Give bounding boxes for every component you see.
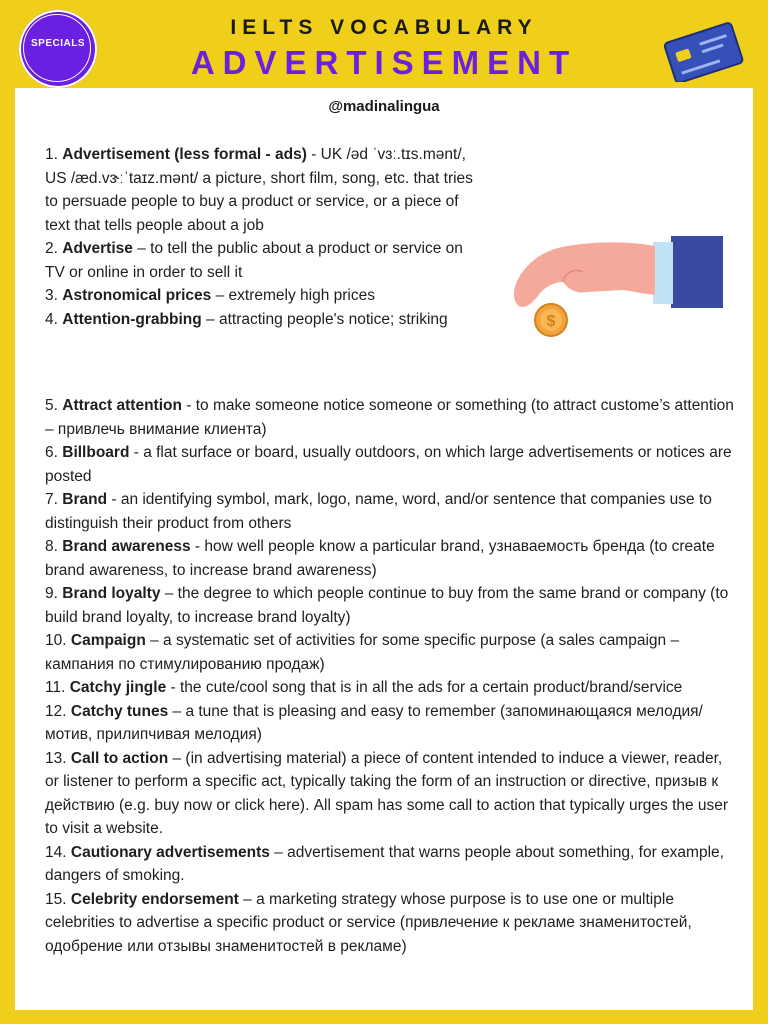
entry-number: 7. bbox=[45, 491, 58, 508]
entry-term: Brand bbox=[62, 491, 108, 508]
entry-term: Attention-grabbing bbox=[62, 310, 202, 328]
entry-number: 5. bbox=[45, 397, 58, 414]
vocab-entry bbox=[45, 441, 740, 488]
entry-term: Billboard bbox=[62, 444, 130, 461]
entry-term: Attract attention bbox=[62, 397, 182, 414]
vocab-entry bbox=[45, 237, 485, 284]
entry-definition: – advertisement that warns people about something, for example, dangers of smoking. bbox=[45, 843, 724, 884]
vocab-entry bbox=[45, 747, 740, 841]
entry-term: Call to action bbox=[70, 749, 169, 767]
entry-term: Catchy tunes bbox=[70, 702, 169, 720]
entry-term: Catchy jingle bbox=[69, 679, 167, 696]
entry-number: 10. bbox=[45, 632, 67, 649]
entry-term: Advertisement (less formal - ads) bbox=[62, 146, 307, 163]
entry-number: 13. bbox=[45, 749, 67, 767]
entry-term: Campaign bbox=[70, 632, 146, 649]
vocab-entry bbox=[45, 535, 740, 582]
entry-number: 11. bbox=[45, 679, 66, 696]
entry-number: 15. bbox=[45, 890, 67, 908]
entry-number: 1. bbox=[45, 146, 58, 163]
vocab-entry bbox=[45, 488, 740, 535]
entry-number: 4. bbox=[45, 310, 58, 328]
entry-definition: - UK /əd ˈvɜː.tɪs.mənt/, US /æd.vɝːˈtaɪz.mənt/ a picture, short film, song, etc. that tries to persuade people to buy a product or service, or a piece of text that tells people about a job bbox=[45, 146, 473, 234]
entry-definition: – to tell the public about a product or service on TV or online in order to sell it bbox=[45, 240, 463, 281]
entry-definition: - how well people know a particular brand, узнаваемость бренда (to create brand awareness, to increase brand awareness) bbox=[45, 538, 715, 579]
coin-dollar-symbol: $ bbox=[546, 313, 556, 330]
entry-term: Brand loyalty bbox=[62, 585, 161, 602]
entry-number: 9. bbox=[45, 585, 58, 602]
vocab-entry bbox=[45, 284, 485, 308]
vocab-entry bbox=[45, 676, 740, 700]
entry-number: 8. bbox=[45, 538, 58, 555]
entry-term: Astronomical prices bbox=[62, 287, 212, 304]
vocab-entry bbox=[45, 582, 740, 629]
entry-definition: – a marketing strategy whose purpose is to use one or multiple celebrities to advertise a specific product or service (привлечение к рекламе знаменитостей, одобрение или отзывы знаменитостей в рекламе) bbox=[45, 890, 692, 955]
entry-definition: - to make someone notice someone or something (to attract custome’s attention – привлечь внимание клиента) bbox=[45, 397, 734, 438]
content-sheet bbox=[15, 88, 753, 1010]
entries-bottom bbox=[45, 394, 740, 958]
header-title: ADVERTISEMENT bbox=[190, 44, 578, 81]
entry-definition: - the cute/cool song that is in all the ads for a certain product/brand/service bbox=[166, 679, 683, 696]
entry-number: 2. bbox=[45, 240, 58, 257]
entry-number: 14. bbox=[45, 843, 67, 861]
vocab-entry bbox=[45, 888, 740, 959]
vocab-entry bbox=[45, 700, 740, 747]
hand-coin-icon bbox=[503, 234, 728, 344]
author-handle: @madinalingua bbox=[328, 98, 440, 115]
entry-definition: – a tune that is pleasing and easy to remember (запоминающаяся мелодия/мотив, прилипчивая мелодия) bbox=[45, 702, 703, 743]
vocab-entry bbox=[45, 394, 740, 441]
entry-definition: - a flat surface or board, usually outdoors, on which large advertisements or notices are posted bbox=[45, 444, 732, 485]
entry-number: 6. bbox=[45, 444, 58, 461]
vocab-entry bbox=[45, 629, 740, 676]
entries-top bbox=[45, 143, 485, 331]
header-subtitle: IELTS VOCABULARY bbox=[230, 16, 538, 39]
vocab-entry bbox=[45, 841, 740, 888]
entry-definition: – (in advertising material) a piece of content intended to induce a viewer, reader, or listener to perform a specific act, typically taking the form of an instruction or directive, призыв к действию (e.g. buy now or click here). All spam has some call to action that typically urges the user to visit a website. bbox=[45, 749, 729, 837]
entry-definition: – a systematic set of activities for some specific purpose (a sales campaign – кампания по стимулированию продаж) bbox=[45, 632, 680, 673]
badge-label: SPECIALS bbox=[30, 38, 85, 49]
entry-term: Cautionary advertisements bbox=[70, 843, 270, 861]
entry-definition: – the degree to which people continue to buy from the same brand or company (to build brand loyalty, to increase brand loyalty) bbox=[45, 585, 729, 626]
entry-number: 3. bbox=[45, 287, 58, 304]
entry-definition: – extremely high prices bbox=[211, 287, 375, 304]
vocab-entry bbox=[45, 308, 485, 332]
entry-definition: – attracting people's notice; striking bbox=[201, 310, 448, 328]
entry-definition: - an identifying symbol, mark, logo, name, word, and/or sentence that companies use to distinguish their product from others bbox=[45, 491, 712, 532]
entry-term: Brand awareness bbox=[62, 538, 191, 555]
entry-term: Celebrity endorsement bbox=[70, 890, 239, 908]
vocab-entry bbox=[45, 143, 485, 237]
entry-term: Advertise bbox=[62, 240, 133, 257]
credit-card-icon bbox=[662, 20, 744, 82]
entry-number: 12. bbox=[45, 702, 67, 720]
